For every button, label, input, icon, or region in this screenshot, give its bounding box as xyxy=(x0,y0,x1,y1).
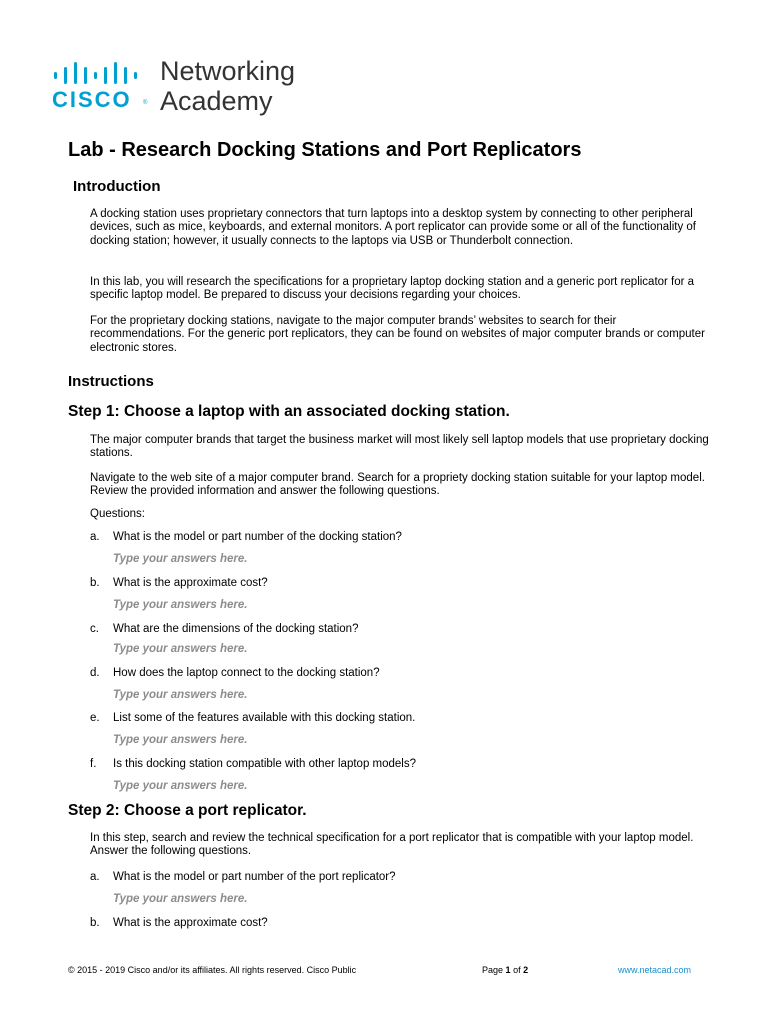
footer-copyright: © 2015 - 2019 Cisco and/or its affiliates. All rights reserved. Cisco Public xyxy=(68,965,357,975)
question-text: List some of the features available with this docking station. xyxy=(113,712,416,724)
answer-field-1d[interactable]: Type your answers here. xyxy=(113,689,248,701)
cisco-bars-icon xyxy=(52,62,148,86)
question-text: What are the dimensions of the docking station? xyxy=(113,623,359,635)
instructions-heading: Instructions xyxy=(68,373,154,390)
question-1d xyxy=(90,666,380,680)
question-label: f. xyxy=(90,758,97,770)
question-text: What is the approximate cost? xyxy=(113,577,268,589)
question-2a xyxy=(90,870,396,884)
step-1-paragraph-2: Navigate to the web site of a major computer brand. Search for a propriety docking station suitable for your laptop model. Review the provided information and answer the following questions. xyxy=(90,472,705,498)
question-label: a. xyxy=(90,531,100,543)
question-label: a. xyxy=(90,871,100,883)
answer-field-1b[interactable]: Type your answers here. xyxy=(113,599,248,611)
answer-field-2a[interactable]: Type your answers here. xyxy=(113,893,248,905)
page-title: Lab - Research Docking Stations and Port Replicators xyxy=(68,139,582,161)
answer-field-1f[interactable]: Type your answers here. xyxy=(113,780,248,792)
answer-field-1a[interactable]: Type your answers here. xyxy=(113,553,248,565)
intro-paragraph-1: A docking station uses proprietary connectors that turn laptops into a desktop system by connecting to other peripheral devices, such as mice, keyboards, and external monitors. A port replicator can provide some or all of the functionality of docking station; however, it usually connects to the laptops via USB or Thunderbolt connection. xyxy=(90,208,696,247)
step-1-questions-label: Questions: xyxy=(90,508,145,520)
logo-line-networking: Networking xyxy=(160,56,296,86)
question-text: What is the approximate cost? xyxy=(113,917,268,929)
logo-line-academy: Academy xyxy=(160,86,273,116)
answer-field-1e[interactable]: Type your answers here. xyxy=(113,734,248,746)
question-label: e. xyxy=(90,712,100,724)
intro-paragraph-2: In this lab, you will research the specifications for a proprietary laptop docking station and a generic port replicator for a specific laptop model. Be prepared to discuss your decisions regarding your choices. xyxy=(90,276,695,302)
question-1b xyxy=(90,576,268,590)
footer-website-link[interactable]: www.netacad.com xyxy=(618,965,692,975)
page-of: of xyxy=(513,965,521,975)
question-1e xyxy=(90,711,415,725)
question-label: b. xyxy=(90,577,100,589)
footer-page-number xyxy=(482,965,528,975)
question-label: b. xyxy=(90,917,100,929)
step-2-heading: Step 2: Choose a port replicator. xyxy=(68,802,307,819)
question-text: What is the model or part number of the docking station? xyxy=(113,531,402,543)
page-current: 1 xyxy=(505,965,511,975)
question-text: What is the model or part number of the port replicator? xyxy=(113,871,396,883)
cisco-networking-academy-logo xyxy=(52,58,312,118)
page-prefix: Page xyxy=(482,965,504,975)
logo-cisco-wordmark: CISCO xyxy=(52,87,132,112)
introduction-heading: Introduction xyxy=(73,178,161,195)
question-label: c. xyxy=(90,623,99,635)
step-2-paragraph: In this step, search and review the technical specification for a port replicator that is compatible with your laptop model. Answer the following questions. xyxy=(90,832,694,858)
question-2b xyxy=(90,916,268,930)
logo-registered-mark: ® xyxy=(143,100,148,106)
intro-paragraph-3: For the proprietary docking stations, navigate to the major computer brands’ websites to search for their recommendations. For the generic port replicators, they can be found on websites of major computer brands or computer electronic stores. xyxy=(90,315,705,354)
question-text: Is this docking station compatible with other laptop models? xyxy=(113,758,416,770)
step-1-heading: Step 1: Choose a laptop with an associated docking station. xyxy=(68,403,510,420)
step-1-paragraph-1: The major computer brands that target the business market will most likely sell laptop models that use proprietary docking stations. xyxy=(90,434,709,460)
question-1a xyxy=(90,530,402,544)
question-text: How does the laptop connect to the docking station? xyxy=(113,667,380,679)
answer-field-1c[interactable]: Type your answers here. xyxy=(113,643,248,655)
question-1c xyxy=(90,622,358,636)
page-total: 2 xyxy=(523,965,529,975)
question-1f xyxy=(90,757,416,771)
question-label: d. xyxy=(90,667,100,679)
